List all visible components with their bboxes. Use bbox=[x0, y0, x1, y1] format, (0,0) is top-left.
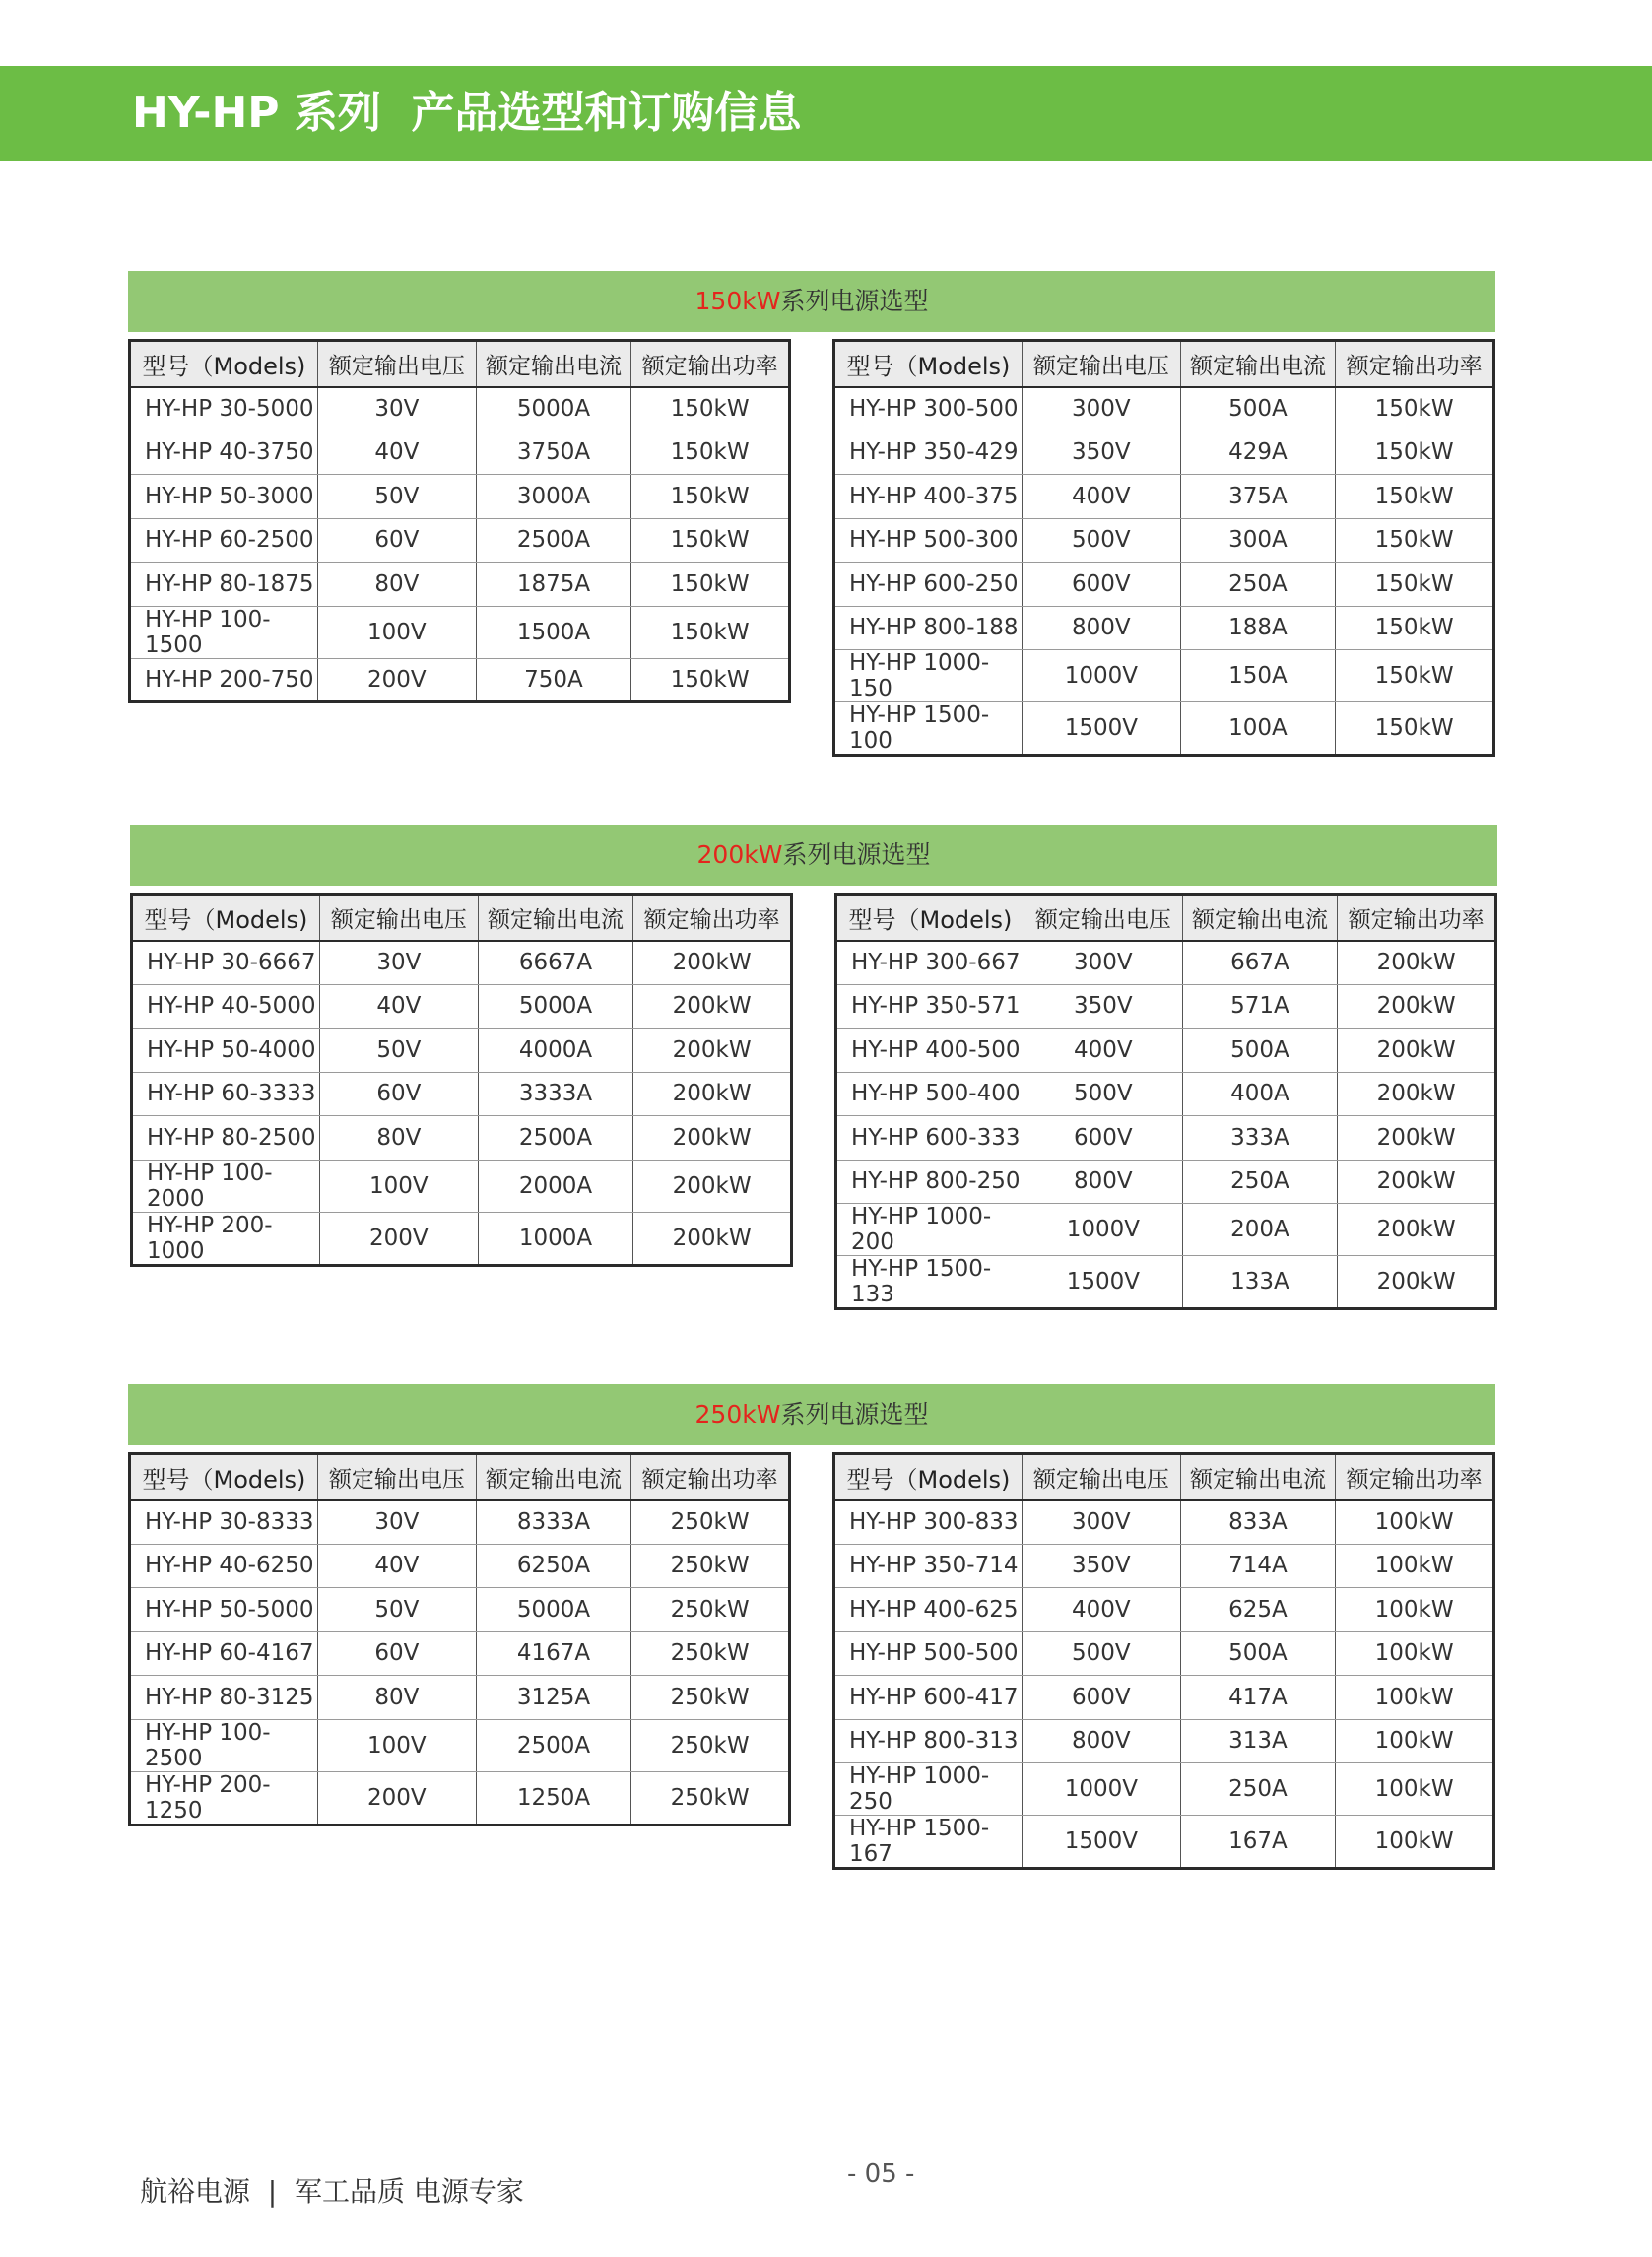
cell-voltage: 200V bbox=[319, 1212, 478, 1265]
footer-tagline: 航裕电源 | 军工品质 电源专家 bbox=[140, 2175, 524, 2208]
cell-model: HY-HP 50-3000 bbox=[130, 475, 318, 519]
table-row bbox=[836, 1029, 1496, 1073]
cell-power: 200kW bbox=[1338, 941, 1496, 985]
cell-current: 500A bbox=[1180, 387, 1335, 431]
column-header-voltage: 额定输出电压 bbox=[1022, 1454, 1180, 1500]
cell-current: 429A bbox=[1180, 431, 1335, 475]
cell-model: HY-HP 800-313 bbox=[834, 1719, 1023, 1763]
cell-current: 333A bbox=[1182, 1116, 1337, 1161]
cell-model: HY-HP 1500-133 bbox=[851, 1256, 992, 1307]
table-row bbox=[836, 1116, 1496, 1161]
table-header-row bbox=[130, 1454, 790, 1500]
column-header-voltage: 额定输出电压 bbox=[1022, 341, 1180, 387]
section-header-200kw bbox=[130, 825, 1497, 886]
cell-power: 100kW bbox=[1336, 1816, 1494, 1869]
cell-power: 150kW bbox=[631, 387, 790, 431]
page-title: HY-HP 系列 产品选型和订购信息 bbox=[132, 88, 802, 138]
cell-current: 571A bbox=[1182, 984, 1337, 1029]
cell-model: HY-HP 800-188 bbox=[834, 606, 1023, 650]
table-row bbox=[836, 984, 1496, 1029]
table-row bbox=[836, 1256, 1496, 1309]
cell-power: 200kW bbox=[633, 984, 792, 1029]
cell-voltage: 400V bbox=[1022, 1588, 1180, 1632]
table-row bbox=[834, 1816, 1494, 1869]
cell-current: 5000A bbox=[476, 387, 630, 431]
cell-power: 150kW bbox=[1336, 702, 1494, 756]
cell-power: 150kW bbox=[1336, 563, 1494, 607]
cell-model: HY-HP 300-500 bbox=[834, 387, 1023, 431]
cell-current: 500A bbox=[1180, 1631, 1335, 1676]
spec-table-150kw-high bbox=[832, 339, 1495, 757]
section-suffix: 系列电源选型 bbox=[780, 1400, 929, 1428]
cell-voltage: 80V bbox=[319, 1116, 478, 1161]
cell-voltage: 30V bbox=[317, 1500, 476, 1545]
cell-power: 150kW bbox=[1336, 650, 1494, 702]
cell-power: 200kW bbox=[633, 1116, 792, 1161]
cell-model: HY-HP 200-1250 bbox=[145, 1771, 271, 1824]
cell-current: 2500A bbox=[476, 518, 630, 563]
cell-model: HY-HP 60-3333 bbox=[132, 1072, 320, 1116]
cell-model: HY-HP 30-5000 bbox=[130, 387, 318, 431]
column-header-model: 型号（Models) bbox=[834, 1454, 1023, 1500]
cell-voltage: 1000V bbox=[1022, 1763, 1180, 1816]
cell-model: HY-HP 1500-167 bbox=[849, 1816, 990, 1867]
table-row bbox=[836, 941, 1496, 985]
cell-current: 400A bbox=[1182, 1072, 1337, 1116]
spec-table-200kw-high bbox=[834, 893, 1497, 1310]
cell-power: 200kW bbox=[1338, 1072, 1496, 1116]
cell-power: 100kW bbox=[1336, 1588, 1494, 1632]
cell-current: 417A bbox=[1180, 1676, 1335, 1720]
cell-voltage: 300V bbox=[1022, 387, 1180, 431]
cell-current: 250A bbox=[1180, 563, 1335, 607]
cell-power: 100kW bbox=[1336, 1676, 1494, 1720]
cell-voltage: 50V bbox=[319, 1029, 478, 1073]
table-header-row bbox=[132, 895, 792, 941]
cell-power: 150kW bbox=[631, 518, 790, 563]
table-row bbox=[834, 1588, 1494, 1632]
table-row bbox=[132, 1116, 792, 1161]
table-header-row bbox=[836, 895, 1496, 941]
table-header-row bbox=[834, 341, 1494, 387]
cell-current: 2500A bbox=[476, 1719, 630, 1771]
table-row bbox=[834, 606, 1494, 650]
column-header-power: 额定输出功率 bbox=[631, 341, 790, 387]
cell-current: 1500A bbox=[476, 606, 630, 658]
cell-voltage: 300V bbox=[1022, 1500, 1180, 1545]
table-row bbox=[132, 1212, 792, 1265]
cell-power: 250kW bbox=[631, 1544, 790, 1588]
cell-model: HY-HP 500-400 bbox=[836, 1072, 1024, 1116]
section-suffix: 系列电源选型 bbox=[780, 287, 929, 315]
cell-power: 100kW bbox=[1336, 1544, 1494, 1588]
cell-voltage: 60V bbox=[317, 1631, 476, 1676]
table-row bbox=[834, 1544, 1494, 1588]
column-header-power: 额定输出功率 bbox=[1336, 341, 1494, 387]
cell-power: 150kW bbox=[631, 563, 790, 607]
cell-power: 250kW bbox=[631, 1588, 790, 1632]
table-header-row bbox=[834, 1454, 1494, 1500]
cell-model: HY-HP 350-571 bbox=[836, 984, 1024, 1029]
cell-model: HY-HP 600-250 bbox=[834, 563, 1023, 607]
cell-voltage: 40V bbox=[319, 984, 478, 1029]
table-row bbox=[130, 1719, 790, 1771]
cell-power: 250kW bbox=[631, 1500, 790, 1545]
cell-power: 150kW bbox=[1336, 518, 1494, 563]
cell-voltage: 600V bbox=[1024, 1116, 1182, 1161]
cell-model: HY-HP 300-667 bbox=[836, 941, 1024, 985]
cell-power: 200kW bbox=[1338, 1116, 1496, 1161]
cell-current: 1000A bbox=[478, 1212, 632, 1265]
column-header-power: 额定输出功率 bbox=[633, 895, 792, 941]
cell-current: 5000A bbox=[476, 1588, 630, 1632]
cell-current: 1875A bbox=[476, 563, 630, 607]
cell-voltage: 100V bbox=[317, 1719, 476, 1771]
cell-current: 4167A bbox=[476, 1631, 630, 1676]
table-row bbox=[130, 1771, 790, 1825]
cell-power: 200kW bbox=[633, 941, 792, 985]
cell-voltage: 50V bbox=[317, 475, 476, 519]
column-header-model: 型号（Models) bbox=[836, 895, 1024, 941]
cell-model: HY-HP 1500-100 bbox=[849, 702, 990, 754]
column-header-voltage: 额定输出电压 bbox=[317, 1454, 476, 1500]
cell-voltage: 1500V bbox=[1022, 702, 1180, 756]
column-header-current: 额定输出电流 bbox=[1180, 341, 1335, 387]
cell-voltage: 350V bbox=[1024, 984, 1182, 1029]
cell-current: 833A bbox=[1180, 1500, 1335, 1545]
cell-power: 200kW bbox=[1338, 1160, 1496, 1204]
cell-voltage: 200V bbox=[317, 1771, 476, 1825]
cell-power: 150kW bbox=[1336, 475, 1494, 519]
cell-current: 2000A bbox=[478, 1160, 632, 1212]
cell-model: HY-HP 800-250 bbox=[836, 1160, 1024, 1204]
cell-voltage: 800V bbox=[1022, 1719, 1180, 1763]
cell-voltage: 400V bbox=[1024, 1029, 1182, 1073]
table-row bbox=[130, 431, 790, 475]
cell-voltage: 500V bbox=[1022, 518, 1180, 563]
cell-current: 714A bbox=[1180, 1544, 1335, 1588]
table-row bbox=[834, 475, 1494, 519]
column-header-voltage: 额定输出电压 bbox=[1024, 895, 1182, 941]
cell-current: 167A bbox=[1180, 1816, 1335, 1869]
cell-model: HY-HP 600-417 bbox=[834, 1676, 1023, 1720]
column-header-current: 额定输出电流 bbox=[476, 341, 630, 387]
cell-current: 8333A bbox=[476, 1500, 630, 1545]
cell-voltage: 350V bbox=[1022, 431, 1180, 475]
cell-voltage: 200V bbox=[317, 658, 476, 702]
cell-voltage: 300V bbox=[1024, 941, 1182, 985]
cell-model: HY-HP 100-2500 bbox=[130, 1719, 318, 1771]
cell-voltage: 40V bbox=[317, 431, 476, 475]
section-header-150kw bbox=[128, 271, 1495, 332]
cell-model: HY-HP 400-625 bbox=[834, 1588, 1023, 1632]
cell-power: 250kW bbox=[631, 1676, 790, 1720]
cell-current: 625A bbox=[1180, 1588, 1335, 1632]
cell-power: 200kW bbox=[1338, 1204, 1496, 1256]
cell-model: HY-HP 1000-150 bbox=[834, 650, 1023, 702]
cell-model: HY-HP 50-4000 bbox=[132, 1029, 320, 1073]
table-row bbox=[836, 1204, 1496, 1256]
cell-current: 1250A bbox=[476, 1771, 630, 1825]
cell-voltage: 500V bbox=[1024, 1072, 1182, 1116]
cell-power: 100kW bbox=[1336, 1763, 1494, 1816]
cell-current: 300A bbox=[1180, 518, 1335, 563]
cell-power: 200kW bbox=[1338, 1029, 1496, 1073]
cell-power: 150kW bbox=[1336, 431, 1494, 475]
table-row bbox=[834, 1719, 1494, 1763]
cell-voltage: 800V bbox=[1022, 606, 1180, 650]
cell-model: HY-HP 500-300 bbox=[834, 518, 1023, 563]
table-row bbox=[834, 518, 1494, 563]
cell-current: 5000A bbox=[478, 984, 632, 1029]
cell-power: 150kW bbox=[631, 475, 790, 519]
cell-power: 100kW bbox=[1336, 1719, 1494, 1763]
column-header-power: 额定输出功率 bbox=[631, 1454, 790, 1500]
cell-model: HY-HP 80-2500 bbox=[132, 1116, 320, 1161]
cell-power: 200kW bbox=[633, 1212, 792, 1265]
column-header-model: 型号（Models) bbox=[130, 341, 318, 387]
cell-power: 250kW bbox=[631, 1719, 790, 1771]
cell-current: 3750A bbox=[476, 431, 630, 475]
cell-current: 200A bbox=[1182, 1204, 1337, 1256]
cell-model: HY-HP 40-5000 bbox=[132, 984, 320, 1029]
cell-current: 6250A bbox=[476, 1544, 630, 1588]
spec-table-250kw-low bbox=[128, 1452, 791, 1826]
table-row bbox=[834, 1763, 1494, 1816]
cell-power: 250kW bbox=[631, 1771, 790, 1825]
cell-voltage: 800V bbox=[1024, 1160, 1182, 1204]
cell-voltage: 400V bbox=[1022, 475, 1180, 519]
section-header-250kw bbox=[128, 1384, 1495, 1445]
cell-model: HY-HP 30-6667 bbox=[132, 941, 320, 985]
cell-current: 500A bbox=[1182, 1029, 1337, 1073]
column-header-current: 额定输出电流 bbox=[476, 1454, 630, 1500]
cell-current: 100A bbox=[1180, 702, 1335, 756]
cell-current: 750A bbox=[476, 658, 630, 702]
cell-current: 6667A bbox=[478, 941, 632, 985]
cell-power: 100kW bbox=[1336, 1500, 1494, 1545]
cell-voltage: 30V bbox=[319, 941, 478, 985]
cell-model: HY-HP 40-6250 bbox=[130, 1544, 318, 1588]
cell-voltage: 1500V bbox=[1022, 1816, 1180, 1869]
column-header-voltage: 额定输出电压 bbox=[319, 895, 478, 941]
cell-model: HY-HP 350-714 bbox=[834, 1544, 1023, 1588]
cell-voltage: 600V bbox=[1022, 1676, 1180, 1720]
cell-voltage: 1000V bbox=[1022, 650, 1180, 702]
cell-model: HY-HP 80-3125 bbox=[130, 1676, 318, 1720]
cell-voltage: 60V bbox=[317, 518, 476, 563]
cell-current: 3000A bbox=[476, 475, 630, 519]
cell-current: 3125A bbox=[476, 1676, 630, 1720]
table-row bbox=[130, 518, 790, 563]
cell-current: 667A bbox=[1182, 941, 1337, 985]
cell-voltage: 50V bbox=[317, 1588, 476, 1632]
cell-voltage: 100V bbox=[319, 1160, 478, 1212]
cell-current: 133A bbox=[1182, 1256, 1337, 1309]
column-header-model: 型号（Models) bbox=[130, 1454, 318, 1500]
table-row bbox=[130, 658, 790, 702]
table-row bbox=[132, 1072, 792, 1116]
cell-voltage: 350V bbox=[1022, 1544, 1180, 1588]
table-row bbox=[132, 984, 792, 1029]
cell-voltage: 30V bbox=[317, 387, 476, 431]
table-row bbox=[834, 387, 1494, 431]
cell-voltage: 1500V bbox=[1024, 1256, 1182, 1309]
table-row bbox=[130, 1500, 790, 1545]
cell-voltage: 40V bbox=[317, 1544, 476, 1588]
cell-model: HY-HP 400-500 bbox=[836, 1029, 1024, 1073]
cell-voltage: 100V bbox=[317, 606, 476, 658]
table-row bbox=[130, 387, 790, 431]
table-row bbox=[834, 650, 1494, 702]
table-row bbox=[130, 563, 790, 607]
table-row bbox=[132, 1160, 792, 1212]
cell-current: 4000A bbox=[478, 1029, 632, 1073]
table-row bbox=[834, 702, 1494, 756]
cell-current: 150A bbox=[1180, 650, 1335, 702]
table-row bbox=[132, 1029, 792, 1073]
column-header-model: 型号（Models) bbox=[834, 341, 1023, 387]
cell-power: 150kW bbox=[631, 658, 790, 702]
cell-model: HY-HP 80-1875 bbox=[130, 563, 318, 607]
table-row bbox=[130, 475, 790, 519]
cell-model: HY-HP 200-1000 bbox=[147, 1212, 273, 1264]
title-banner bbox=[0, 66, 1652, 161]
cell-model: HY-HP 350-429 bbox=[834, 431, 1023, 475]
cell-model: HY-HP 30-8333 bbox=[130, 1500, 318, 1545]
page-number: - 05 - bbox=[847, 2159, 915, 2189]
table-row bbox=[836, 1072, 1496, 1116]
cell-power: 250kW bbox=[631, 1631, 790, 1676]
column-header-current: 额定输出电流 bbox=[1180, 1454, 1335, 1500]
column-header-current: 额定输出电流 bbox=[1182, 895, 1337, 941]
table-row bbox=[834, 1631, 1494, 1676]
cell-current: 250A bbox=[1182, 1160, 1337, 1204]
cell-model: HY-HP 60-2500 bbox=[130, 518, 318, 563]
cell-model: HY-HP 1000-200 bbox=[836, 1204, 1024, 1256]
cell-model: HY-HP 50-5000 bbox=[130, 1588, 318, 1632]
table-row bbox=[130, 1631, 790, 1676]
cell-voltage: 80V bbox=[317, 563, 476, 607]
cell-current: 188A bbox=[1180, 606, 1335, 650]
table-row bbox=[130, 606, 790, 658]
spec-table-150kw-low bbox=[128, 339, 791, 703]
cell-current: 375A bbox=[1180, 475, 1335, 519]
cell-current: 313A bbox=[1180, 1719, 1335, 1763]
cell-power: 150kW bbox=[631, 431, 790, 475]
column-header-power: 额定输出功率 bbox=[1338, 895, 1496, 941]
cell-voltage: 500V bbox=[1022, 1631, 1180, 1676]
section-power: 150kW bbox=[694, 287, 781, 315]
cell-voltage: 60V bbox=[319, 1072, 478, 1116]
cell-current: 3333A bbox=[478, 1072, 632, 1116]
column-header-current: 额定输出电流 bbox=[478, 895, 632, 941]
spec-table-250kw-high bbox=[832, 1452, 1495, 1870]
cell-model: HY-HP 400-375 bbox=[834, 475, 1023, 519]
section-power: 250kW bbox=[694, 1400, 781, 1428]
cell-model: HY-HP 40-3750 bbox=[130, 431, 318, 475]
cell-power: 150kW bbox=[1336, 387, 1494, 431]
column-header-power: 额定输出功率 bbox=[1336, 1454, 1494, 1500]
cell-power: 200kW bbox=[1338, 1256, 1496, 1309]
cell-model: HY-HP 100-1500 bbox=[130, 606, 318, 658]
cell-power: 200kW bbox=[1338, 984, 1496, 1029]
cell-current: 2500A bbox=[478, 1116, 632, 1161]
column-header-voltage: 额定输出电压 bbox=[317, 341, 476, 387]
cell-model: HY-HP 200-750 bbox=[145, 666, 314, 693]
cell-power: 100kW bbox=[1336, 1631, 1494, 1676]
cell-power: 200kW bbox=[633, 1160, 792, 1212]
table-row bbox=[834, 431, 1494, 475]
cell-model: HY-HP 600-333 bbox=[836, 1116, 1024, 1161]
cell-power: 150kW bbox=[631, 606, 790, 658]
cell-model: HY-HP 300-833 bbox=[834, 1500, 1023, 1545]
table-row bbox=[834, 1500, 1494, 1545]
cell-model: HY-HP 60-4167 bbox=[130, 1631, 318, 1676]
table-row bbox=[834, 563, 1494, 607]
cell-model: HY-HP 500-500 bbox=[834, 1631, 1023, 1676]
cell-voltage: 1000V bbox=[1024, 1204, 1182, 1256]
spec-table-200kw-low bbox=[130, 893, 793, 1267]
table-header-row bbox=[130, 341, 790, 387]
cell-voltage: 80V bbox=[317, 1676, 476, 1720]
cell-power: 150kW bbox=[1336, 606, 1494, 650]
table-row bbox=[130, 1544, 790, 1588]
section-power: 200kW bbox=[696, 840, 783, 869]
table-row bbox=[132, 941, 792, 985]
table-row bbox=[834, 1676, 1494, 1720]
table-row bbox=[836, 1160, 1496, 1204]
cell-power: 200kW bbox=[633, 1029, 792, 1073]
cell-current: 250A bbox=[1180, 1763, 1335, 1816]
column-header-model: 型号（Models) bbox=[132, 895, 320, 941]
cell-voltage: 600V bbox=[1022, 563, 1180, 607]
table-row bbox=[130, 1588, 790, 1632]
cell-model: HY-HP 100-2000 bbox=[132, 1160, 320, 1212]
table-row bbox=[130, 1676, 790, 1720]
cell-power: 200kW bbox=[633, 1072, 792, 1116]
section-suffix: 系列电源选型 bbox=[782, 840, 931, 869]
cell-model: HY-HP 1000-250 bbox=[834, 1763, 1023, 1816]
